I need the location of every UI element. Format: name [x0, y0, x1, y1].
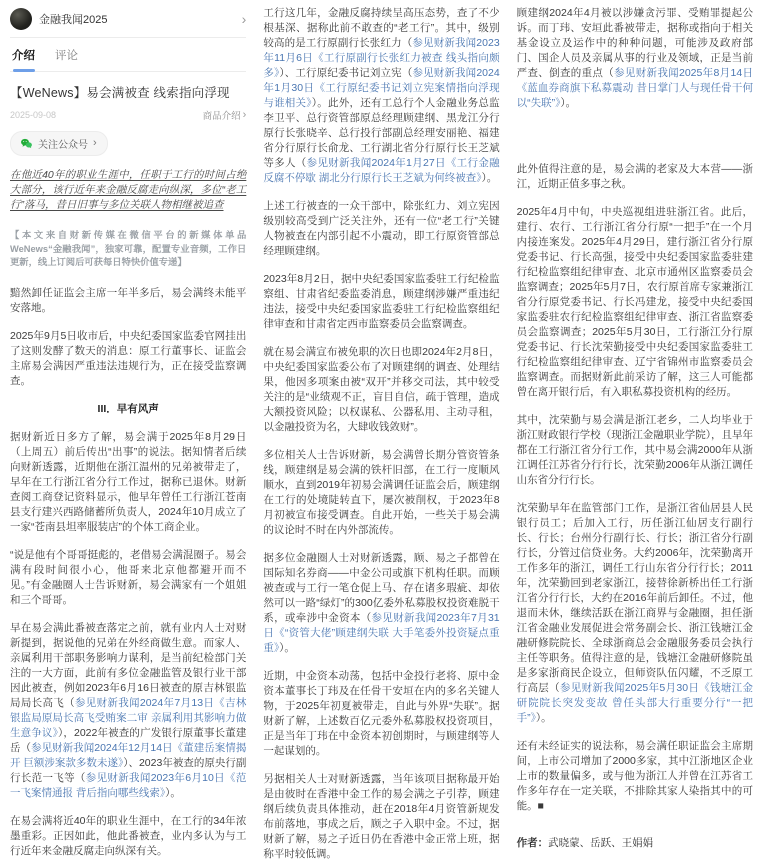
text-run: 在他近40年的职业生涯中，任职于工行的时间占绝大部分，该行近年来金融反腐走向纵深，多位“老工行”落马，昔日旧事与多位关联人物相继被追查	[10, 169, 247, 211]
text-run: ）、2023年被查的原央行副行长范一飞等（	[10, 756, 247, 784]
text-run: ）。	[535, 712, 552, 724]
follow-button[interactable]	[10, 131, 108, 156]
paragraph	[263, 448, 499, 538]
text-run: 此外值得注意的是，易会满的老家及大本营——浙江，近期正值多事之秋。	[516, 163, 753, 190]
middle-column	[263, 6, 500, 860]
source-notice	[10, 229, 246, 270]
follow-button-label: 关注公众号	[38, 140, 88, 151]
left-column	[10, 6, 247, 857]
text-run: 上述工行被查的一众干部中，除张红力、刘立宪因级别较高受到广泛关注外，还有一位“老工行”关键人物被查在内部引起不小震动，即工行原资管部总经理顾建纲。	[263, 200, 500, 257]
text-run: ）。	[165, 786, 181, 799]
product-intro-label: 商品介绍	[202, 111, 241, 122]
paragraph	[517, 6, 753, 111]
text-run: III．早有风声	[97, 402, 159, 415]
tab-bar	[10, 38, 246, 71]
text-run: 另据相关人士对财新透露，当年该项目据称最开始是由彼时在香港中金工作的易会满之子引荐，顾建纲后续负责具体推动，赶在2018年4月资管新规发布前落地，事成之后，顾之子入职中金。不过，据财新了解，易之子近日仍在香港中金正常上班，据称平时较低调。	[263, 773, 500, 860]
divider	[10, 71, 246, 72]
paragraph	[10, 430, 246, 535]
paragraph	[263, 551, 499, 656]
tab-comments[interactable]: 评论	[55, 50, 78, 62]
article-link[interactable]: 参见财新我闻2024年1月30日《工行原纪委书记刘立宪案情指向浮现 与谁相关》	[263, 67, 500, 109]
paragraph	[10, 621, 246, 801]
account-header[interactable]	[10, 6, 246, 32]
text-run: 在易会满将近40年的职业生涯中，在工行的34年浓墨重彩。正因如此，他此番被查，业内多认为与工行近年来金融反腐走向纵深有关。	[10, 814, 247, 857]
paragraph	[263, 772, 499, 862]
section-heading	[10, 402, 246, 417]
article-link[interactable]: 参见财新我闻2024年7月13日《吉林银监局原局长高飞受贿案二审 亲属利用其影响力做生意争议》	[10, 696, 247, 739]
article-link[interactable]: 参见财新我闻2023年6月10日《范一飞案情通报 背后指向哪些线索》	[10, 771, 247, 799]
text-run: 据多位金融圈人士对财新透露，顾、易之子都曾在国际知名券商——中金公司或旗下机构任职。而顾被查或与工行一笔仓促上马、存在诸多瑕疵、却依然可以一路“绿灯”的300亿委外私募股权投资难脱干系，或牵涉中金资本（	[263, 552, 500, 624]
column-body	[263, 6, 499, 862]
article-link[interactable]: 参见财新我闻2024年1月27日《工行金融反腐不停歇 湖北分行原行长王芝斌为何终被查》	[263, 157, 500, 184]
paragraph	[517, 413, 753, 488]
article-link[interactable]: 参见财新我闻2023年11月6日《工行原副行长张红力被查 线头指向颇多》	[263, 37, 500, 79]
text-run: ）。	[279, 642, 295, 654]
text-run: 近期，中金资本动荡，包括中金投行老将、原中金资本董事长丁玮及在任骨干安垣在内的多名关键人物，于2025年初夏被带走，自此与外界“失联”。据财新了解，上述数百亿元委外私募股权投资项目，正是当年丁玮在中金资本初创期时，与顾建纲等人一起谋划的。	[263, 670, 500, 757]
paragraph	[263, 345, 499, 435]
article-link[interactable]: 参见财新我闻2025年8月14日《蓝血券商旗下私募震动 昔日掌门人与现任骨干何以“失联”》	[516, 67, 753, 109]
text-run: ）。	[560, 97, 577, 109]
text-run: 就在易会满宣布被免职的次日也即2024年2月8日，中央纪委国家监委公布了对顾建纲的调查、处理结果，他因多项案由被“双开”并移交司法，其中较受关注的是“业绩观不正，盲目自信，疏于管理，造成大额投资风险；以权谋私、公器私用、主动寻租，以金融投资为名，大肆收钱敛财”。	[263, 346, 500, 433]
paragraph	[263, 199, 499, 259]
text-run: ）、工行原纪委书记刘立宪（	[279, 67, 413, 79]
article-meta	[10, 108, 246, 122]
publish-date: 2025-09-08	[10, 110, 57, 120]
text-run: 2025年9月5日收市后，中央纪委国家监委官网挂出了这则发酵了数天的消息：原工行董事长、证监会主席易会满因严重违法违规行为，正在接受监察调查。	[10, 329, 247, 387]
column-body	[517, 6, 753, 851]
paragraph	[10, 329, 246, 389]
column-body	[10, 168, 246, 859]
account-avatar	[10, 8, 32, 30]
tab-intro[interactable]: 介绍	[12, 47, 35, 63]
chevron-right-icon: ›	[242, 108, 247, 121]
paragraph	[517, 739, 753, 814]
account-name: 金融我闻2025	[39, 14, 108, 26]
paragraph	[10, 814, 246, 859]
chevron-right-icon[interactable]: ›	[241, 11, 247, 27]
paragraph	[517, 205, 753, 400]
author-line	[517, 836, 753, 851]
paragraph	[263, 6, 499, 186]
wechat-icon	[20, 137, 33, 150]
text-run: 顾建纲2024年4月被以涉嫌贪污罪、受贿罪提起公诉。而丁玮、安垣此番被带走，据称或指向于相关基金设立及运作中的种种问题，可能涉及政府部门、国企人员及亲属从事的行业及领域，正是当前严查、倒查的重点（	[516, 7, 753, 79]
text-run: 据财新近日多方了解，易会满于2025年8月29日（上周五）前后传出“出事”的说法。据知情者后续向财新透露，近期他在浙江温州的兄弟被带走了，早年在工行浙江省分行工作过，据称已退休。财新查阅工商登记资料显示，他早年曾任工行浙江苍南县支行建兴西路储蓄所负责人，2024年10月成立了一家“苍南县坦率服装店”的个体工商企业。	[10, 430, 247, 533]
text-run: ）。此外，还有工总行个人金融业务总监李卫平、总行资管部原总经理顾建纲、黑龙江分行原行长张晓辛、总行投行部副总经理安丽艳、福建省分行原行长俞龙、工行湖北省分行原行长王芝斌等多人（	[263, 97, 500, 169]
text-run: 2025年4月中旬，中央巡视组进驻浙江省。此后，建行、农行、工行浙江省分行原“一把手”在一个月内接连案发。2025年4月29日，建行浙江省分行原党委书记、行长高强，接受中央纪委国家监委驻建行纪检监察组纪律审查、北京市通州区监察委员会监察调查；2025年5月7日，农行原首席专家兼浙江省分行原党委书记、行长冯建龙，接受中央纪委国家监委驻农行纪检监察组纪律审查、浙江省监察委员会监察调查；2025年5月30日，工行浙江分行原党委书记、行长沈荣勤接受中央纪委国家监委驻工行纪检监察组纪律审查、辽宁省锦州市监察委员会监察调查。而据财新此前采访了解，这三人可能都曾在离开银行后，有入职私募投资机构的经历。	[516, 206, 753, 398]
article-link[interactable]: 参见财新我闻2023年7月31日《“资管大佬”顾建纲失联 大手笔委外投资疑点重重》	[263, 612, 500, 654]
text-run: 黯然卸任证监会主席一年半多后，易会满终未能平安落地。	[10, 286, 247, 314]
paragraph	[263, 272, 499, 332]
text-run: 作者：	[516, 837, 549, 849]
article-link[interactable]: 参见财新我闻2024年12月14日《董建岳案情揭开 巨额涉案款多数未遂》	[10, 741, 247, 769]
text-run: 【本文来自财新传媒在微信平台的新媒体单品 WeNews“金融我闻”，独家可靠，配置专业音频，工作日更新，线上订阅后可获每日特快价值专递】	[10, 230, 247, 267]
article-link[interactable]: 参见财新我闻2025年5月30日《钱塘江金研院院长突发变故 曾任头部大行重要分行“一把手”》	[516, 682, 753, 724]
text-run: 早在易会满此番被查落定之前，就有业内人士对财新提到，据说他的兄弟在外经商做生意。而家人、亲属利用干部职务影响力谋利，是当前纪检部门关注的一大方面，此前有多位金融监管及银行业干部因此被查，例如2023年6月16日被查的原吉林银监局局长高飞（	[10, 621, 247, 709]
paragraph	[10, 548, 246, 608]
chevron-right-icon: ›	[93, 137, 97, 149]
text-run: 2023年8月2日，据中央纪委国家监委驻工行纪检监察组、甘肃省纪委监委消息，顾建纲涉嫌严重违纪违法，接受中央纪委国家监委驻工行纪检监察组纪律审查和甘肃省定西市监察委员会监察调查。	[263, 273, 500, 330]
article-summary	[10, 168, 246, 213]
text-run: 其中，沈荣勤与易会满是浙江老乡，二人均毕业于浙江财政银行学校（现浙江金融职业学院），且早年都在工行浙江省分行工作，其中易会满2000年从浙江调任江苏省分行行长，沈荣勤2006年从浙江调任山东省分行行长。	[516, 414, 753, 486]
follow-row	[10, 131, 246, 156]
text-run: 多位相关人士告诉财新，易会满曾长期分管资管条线，顾建纲是易会满的铁杆旧部，在工行一度顺风顺水，直到2019年初易会满调任证监会后，顾建纲在工行的处境陡转直下，屡次被削权，于2023年8月初被宣布接受调查。自此开始，一些关于易会满的议论时不时在内外部流传。	[263, 449, 500, 536]
paragraph	[263, 669, 499, 759]
text-run: 还有未经证实的说法称，易会满任职证监会主席期间，上市公司增加了2000多家，其中江浙地区企业上市的数量偏多，或与他为浙江人并曾在江苏省工作多年存在一定关联，不排除其家人染指其中的可能。■	[516, 740, 753, 812]
text-run: ），2022年被查的广发银行原董事长董建岳（	[10, 726, 247, 754]
spacer	[517, 124, 753, 162]
text-run: 沈荣勤早年在监管部门工作，是浙江省仙居县人民银行员工；后加入工行，历任浙江仙居支行副行长、行长；台州分行副行长、行长；浙江省分行副行长，分管过信贷业务。大约2006年，沈荣勤离开工作多年的浙江，调任工行山东省分行行长；2011年，沈荣勤回到老家浙江，接替徐新桥出任工行浙江省分行行长，大约在2016年前后卸任。不过，他退而未休，继续活跃在浙江商界与金融圈，担任浙江省金融业发展促进会常务副会长、浙江钱塘江金融研修院院长、全球浙商总会金融服务委员会执行主任等职务。值得注意的是，钱塘江金融研修院虽是多家浙商民企设立，但师资队伍闪耀，不乏原工行高层（	[516, 502, 753, 694]
text-run: 工行这几年，金融反腐持续呈高压态势，查了不少根基深、据称此前不敢查的“老工行”。其中，级别较高的是工行原副行长张红力（	[263, 7, 500, 49]
right-column	[516, 6, 753, 849]
paragraph	[517, 162, 753, 192]
text-run: ）。	[481, 172, 498, 184]
article-title: 【WeNews】易会满被查 线索指向浮现	[10, 86, 230, 100]
paragraph	[10, 286, 246, 316]
paragraph	[517, 501, 753, 726]
text-run: “说是他有个哥哥挺彪的，老借易会满混圈子。易会满有段时间很小心，他哥来北京他都避开而不见。”有金融圈人士告诉财新，易会满家有一个姐姐和三个哥哥。	[10, 548, 247, 606]
product-intro-link[interactable]	[203, 108, 247, 122]
text-run: 武晓蒙、岳跃、王娟娟	[548, 837, 654, 849]
